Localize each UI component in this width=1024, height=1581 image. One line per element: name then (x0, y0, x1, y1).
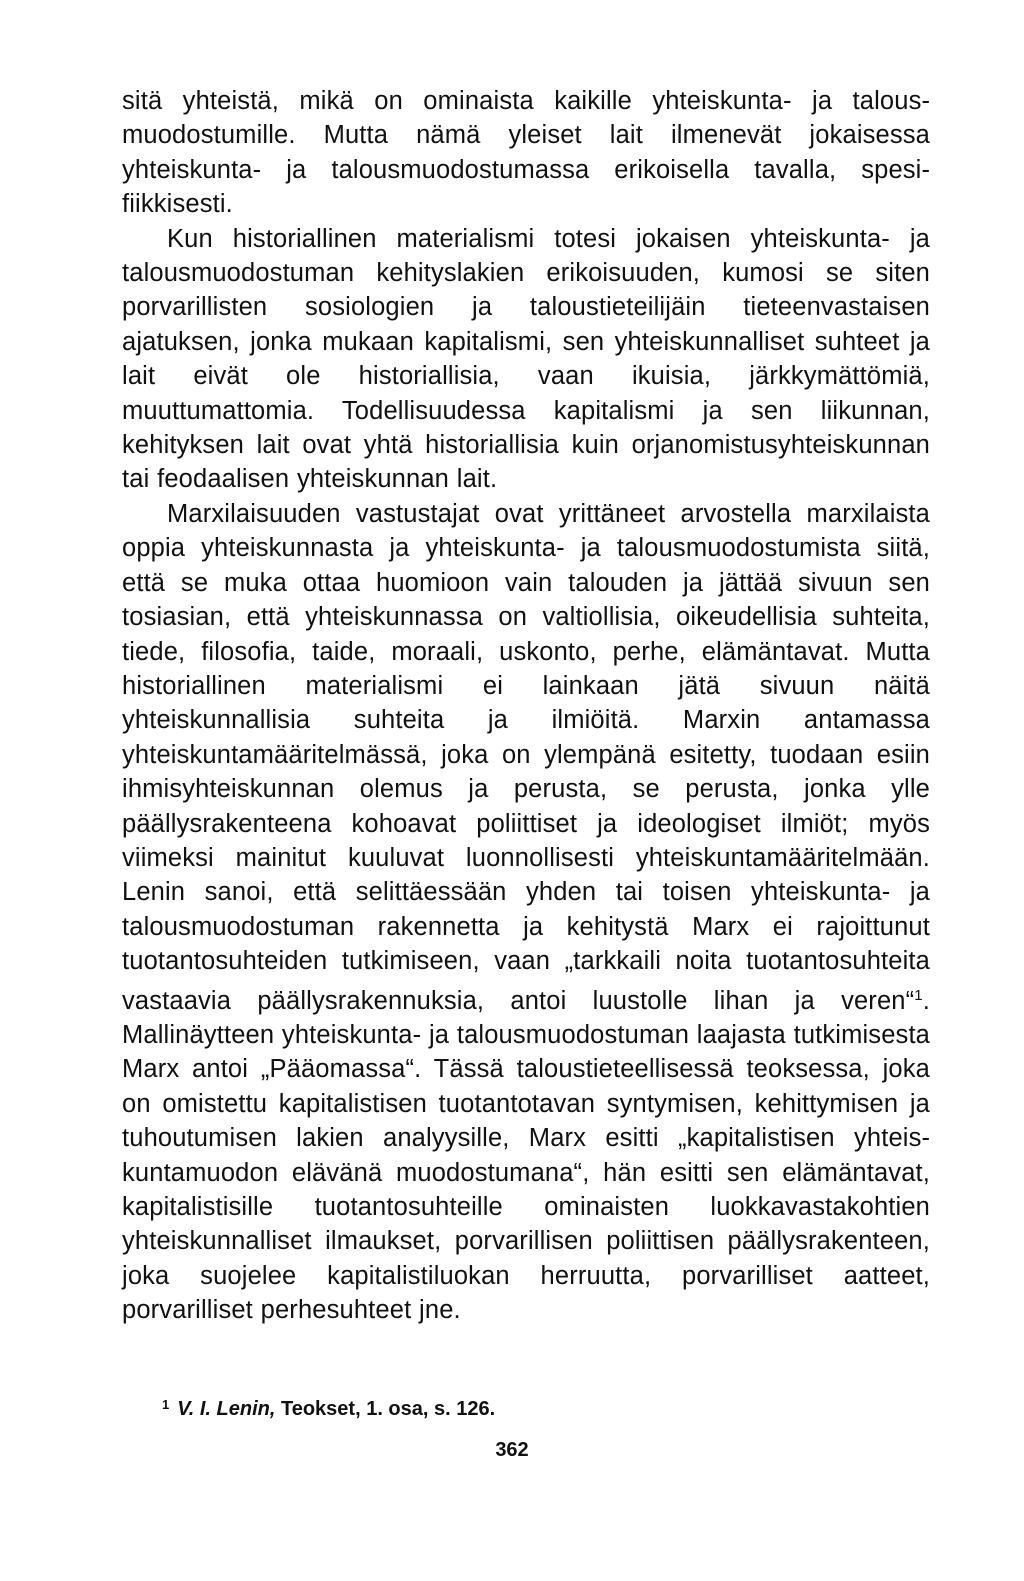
paragraph-opponents-text: Marxilaisuuden vastustajat ovat yrittäneet arvostella marxilaista oppia yhteiskunnasta ja yhteiskunta- ja talousmuodostumista siitä, että se muka ottaa huomioon vain talouden ja jättää sivuun sen tosiasian, että yhteiskunnassa on valtiollisia, oikeudellisia suhteita, tiede, filosofia, taide, moraali, uskonto, perhe, elämäntavat. Mutta historiallinen materialismi ei lainkaan jätä sivuun näitä yhteiskunnallisia suhteita ja ilmiöitä. Marxin antamassa yhteiskuntamääritelmässä, joka on ylempänä esitetty, tuodaan esiin ihmisyhteiskunnan olemus ja perusta, se perusta, jonka ylle päällysrakenteena kohoavat poliittiset ja ideologiset ilmiöt; myös viimeksi mainitut kuuluvat luonnollisesti yhteiskuntamääritelmään. Lenin sanoi, että selittäessään yhden tai toisen yhteiskunta- ja talousmuodostuman rakennetta ja kehitystä Marx ei rajoittunut tuotantosuhteiden tutkimiseen, vaan „tarkkaili noita tuotantosuhteita vastaavia päällysrakennuksia, antoi luustolle lihan ja veren“ (122, 499, 930, 1015)
footnote-author: V. I. Lenin, (177, 1398, 276, 1420)
footnote-source: Teokset, 1. osa, s. 126. (280, 1398, 496, 1420)
footnote-mark: 1 (162, 1397, 170, 1412)
footnote (162, 1392, 495, 1422)
page-body (122, 84, 930, 1328)
paragraph-historical-materialism: Kun historiallinen materialismi totesi jokaisen yhteiskunta- ja talousmuodostuman kehityslakien erikoisuuden, kumosi se siten porvarillisten sosiologien ja taloustieteilijäin tieteenvastaisen ajatuksen, jonka mukaan kapitalismi, sen yhteiskunnalliset suhteet ja lait eivät ole historiallisia, vaan ikuisia, järkkymättömiä, muuttumattomia. Todellisuudessa kapitalismi ja sen liikunnan, kehityksen lait ovat yhtä historiallisia kuin orjanomistusyhteiskunnan tai feodaalisen yhteiskunnan lait. (122, 224, 930, 494)
page-number: 362 (495, 1439, 529, 1461)
paragraph-opponents (122, 497, 930, 1328)
footnote-reference: 1 (914, 986, 923, 1004)
paragraph-continued: sitä yhteistä, mikä on ominaista kaikille yhteiskunta- ja talousmuodostumille. Mutta nämä yleiset lait ilmenevät jokaisessa yhteiskunta- ja talousmuodostumassa erikoisella tavalla, spesifiikkisesti. (122, 87, 930, 219)
paragraph-opponents-continuation: . Mallinäytteen yhteiskunta- ja talousmuodostuman laajasta tutkimisesta Marx antoi „Pääomassa“. Tässä taloustieteellisessä teoksessa, joka on omistettu kapitalistisen tuotantotavan syntymisen, kehittymisen ja tuhoutumisen lakien analyysille, Marx esitti „kapitalistisen yhteiskuntamuodon elävänä muodostumana“, hän esitti sen elämäntavat, kapitalistisille tuotantosuhteille ominaisten luokkavastakohtien yhteiskunnalliset ilmaukset, porvarillisen poliittisen päällysrakenteen, joka suojelee kapitalistiluokan herruutta, porvarilliset aatteet, porvarilliset perhesuhteet jne. (122, 986, 931, 1325)
